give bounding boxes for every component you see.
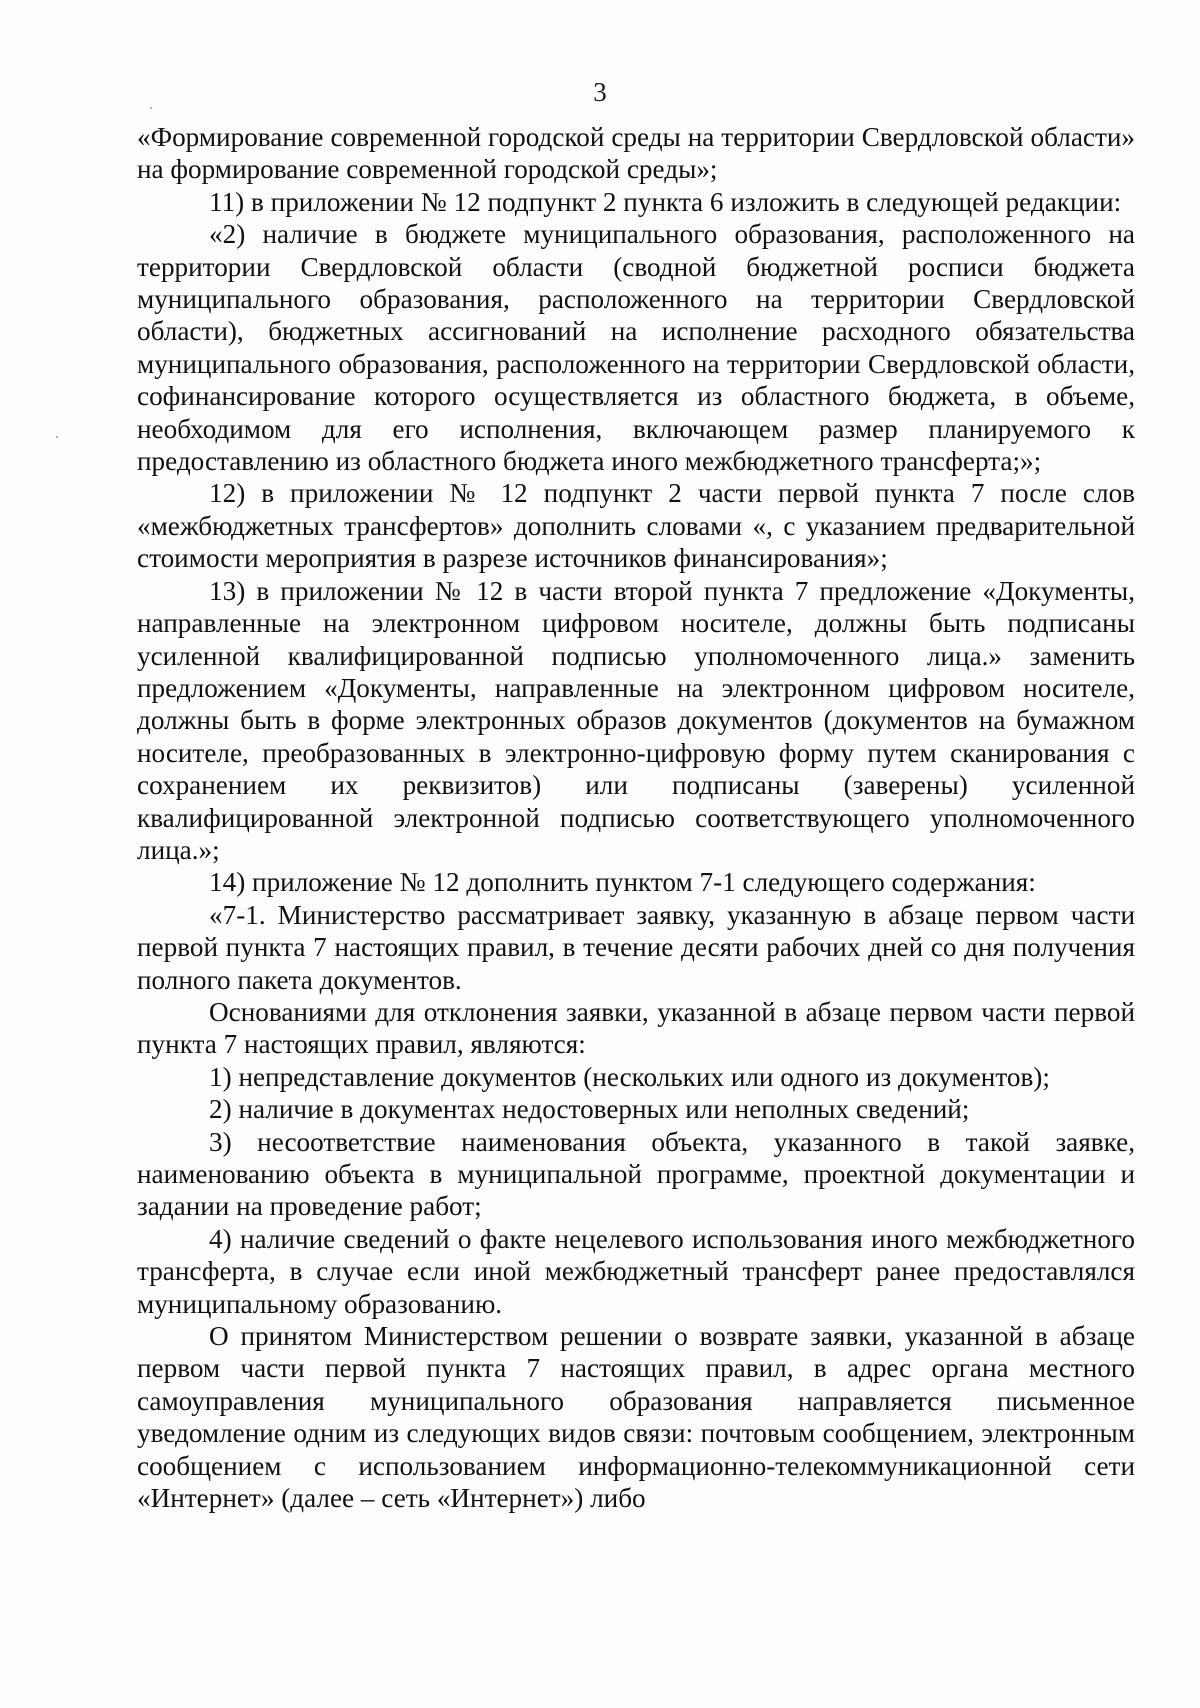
paragraph: 3) несоответствие наименования объекта, указанного в такой заявке, наименованию объекта в муниципальной программе, проектной документации и задании на проведение работ; [137, 1126, 1135, 1222]
paragraph: «7-1. Министерство рассматривает заявку, указанную в абзаце первом части первой пункта 7 настоящих правил, в течение десяти рабочих дней со дня получения полного пакета документов. [137, 899, 1135, 995]
page-number: 3 [593, 77, 607, 107]
paragraph: 13) в приложении № 12 в части второй пункта 7 предложение «Документы, направленные на электронном цифровом носителе, должны быть подписаны усиленной квалифицированной подписью уполномоченного лица.» заменить предложением «Документы, направленные на электронном цифровом носителе, должны быть в форме электронных образов документов (документов на бумажном носителе, преобразованных в электронно-цифровую форму путем сканирования с сохранением их реквизитов) или подписаны (заверены) усиленной квалифицированной электронной подписью соответствующего уполномоченного лица.»; [137, 575, 1135, 865]
paragraph: 14) приложение № 12 дополнить пунктом 7-1 следующего содержания: [209, 867, 1036, 898]
paragraph: О принятом Министерством решении о возврате заявки, указанной в абзаце первом части первой пункта 7 настоящих правил, в адрес органа местного самоуправления муниципального образования направляется письменное уведомление одним из следующих видов связи: почтовым сообщением, электронным сообщением с использованием информационно-телекоммуникационной сети «Интернет» (далее – сеть «Интернет») либо [137, 1321, 1135, 1514]
paragraph: Основаниями для отклонения заявки, указанной в абзаце первом части первой пункта 7 настоящих правил, являются: [137, 996, 1135, 1060]
paragraph: 1) непредставление документов (нескольких или одного из документов); [209, 1061, 1050, 1092]
document-body [137, 121, 1135, 1514]
paragraph: «2) наличие в бюджете муниципального образования, расположенного на территории Свердловской области (сводной бюджетной росписи бюджета муниципального образования, расположенного на территории Свердловской области), бюджетных ассигнований на исполнение расходного обязательства муниципального образования, расположенного на территории Свердловской области, софинансирование которого осуществляется из областного бюджета, в объеме, необходимом для его исполнения, включающем размер планируемого к предоставлению из областного бюджета иного межбюджетного трансферта;»; [137, 219, 1135, 477]
paragraph: 2) наличие в документах недостоверных или неполных сведений; [209, 1094, 970, 1125]
paragraph: 4) наличие сведений о факте нецелевого использования иного межбюджетного трансферта, в случае если иной межбюджетный трансферт ранее предоставлялся муниципальному образованию. [137, 1223, 1135, 1319]
paragraph: 11) в приложении № 12 подпункт 2 пункта 6 изложить в следующей редакции: [209, 186, 1122, 217]
scan-artifact [56, 436, 58, 438]
paragraph: 12) в приложении № 12 подпункт 2 части первой пункта 7 после слов «межбюджетных трансфертов» дополнить словами «, с указанием предварительной стоимости мероприятия в разрезе источников финансирования»; [137, 478, 1135, 574]
paragraph: «Формирование современной городской среды на территории Свердловской области» на формирование современной городской среды»; [137, 122, 1135, 185]
